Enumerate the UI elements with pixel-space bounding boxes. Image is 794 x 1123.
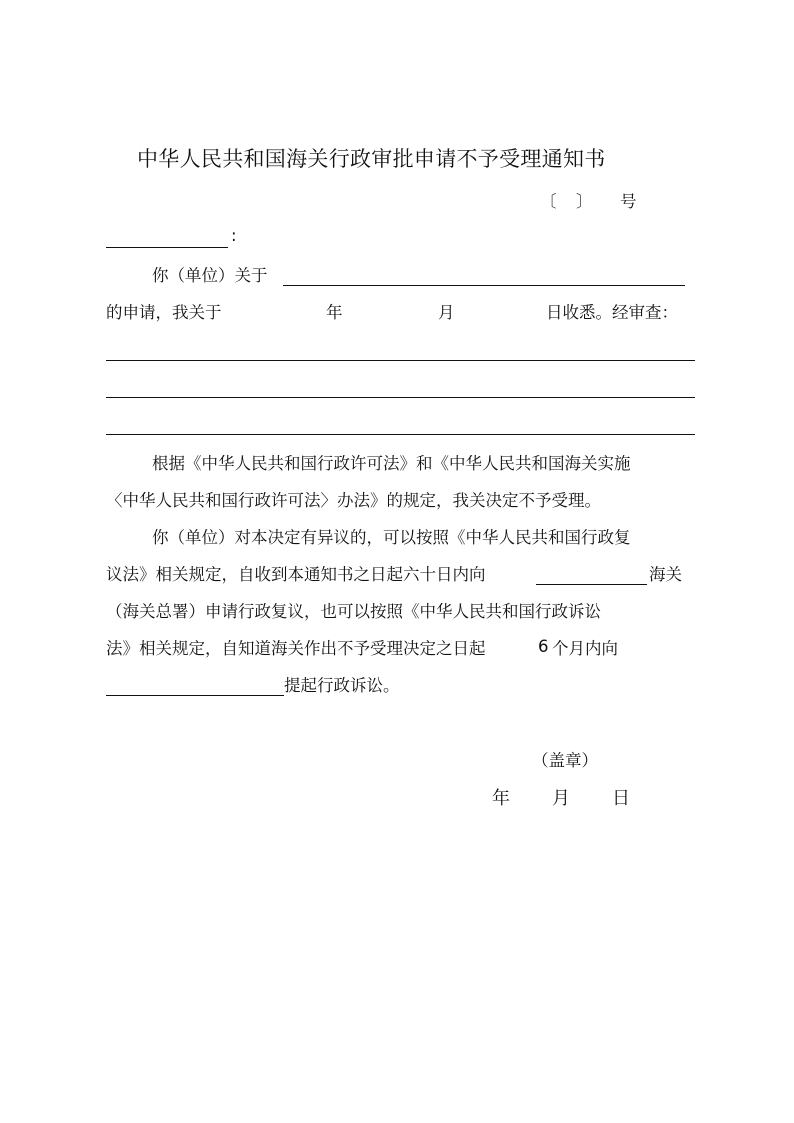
signature-year: 年 [492, 788, 510, 809]
para3-line2-end: 海关 [649, 565, 682, 584]
review-reason-line-3 [106, 434, 695, 435]
document-title: 中华人民共和国海关行政审批申请不予受理通知书 [137, 147, 606, 171]
review-reason-line-2 [106, 397, 695, 398]
signature-day: 日 [612, 788, 630, 809]
para2-line1: 根据《中华人民共和国行政许可法》和《中华人民共和国海关实施 [152, 454, 631, 473]
months-number: 6 [538, 637, 549, 656]
doc-number-close-bracket: 〕 [576, 192, 593, 211]
litigation-court-blank-line [106, 695, 284, 696]
seal-label: （盖章） [532, 751, 598, 770]
review-reason-line-1 [106, 360, 695, 361]
addressee-colon: : [231, 226, 237, 245]
para1-end: 日收悉。经审查： [546, 303, 678, 322]
para2-line2: 〈中华人民共和国行政许可法〉办法》的规定，我关决定不予受理。 [106, 491, 601, 510]
doc-number-suffix: 号 [620, 192, 637, 211]
para1-year: 年 [326, 303, 343, 322]
para3-line1: 你（单位）对本决定有异议的，可以按照《中华人民共和国行政复 [152, 528, 631, 547]
para3-line4-end: 个月内向 [552, 639, 618, 658]
addressee-blank-line [106, 247, 228, 248]
para3-line5-end: 提起行政诉讼。 [284, 676, 400, 695]
para1-month: 月 [438, 303, 455, 322]
para3-line4-start: 法》相关规定，自知道海关作出不予受理决定之日起 [106, 639, 486, 658]
para3-line2-start: 议法》相关规定，自收到本通知书之日起六十日内向 [106, 565, 486, 584]
para1-lead: 你（单位）关于 [152, 266, 268, 285]
para3-line3: （海关总署）申请行政复议，也可以按照《中华人民共和国行政诉讼 [106, 602, 601, 621]
application-subject-blank-line [283, 285, 685, 286]
signature-month: 月 [552, 788, 570, 809]
doc-number-open-bracket: 〔 [540, 192, 557, 211]
para1-line2-start: 的申请，我关于 [106, 303, 222, 322]
review-customs-blank-line [536, 584, 647, 585]
